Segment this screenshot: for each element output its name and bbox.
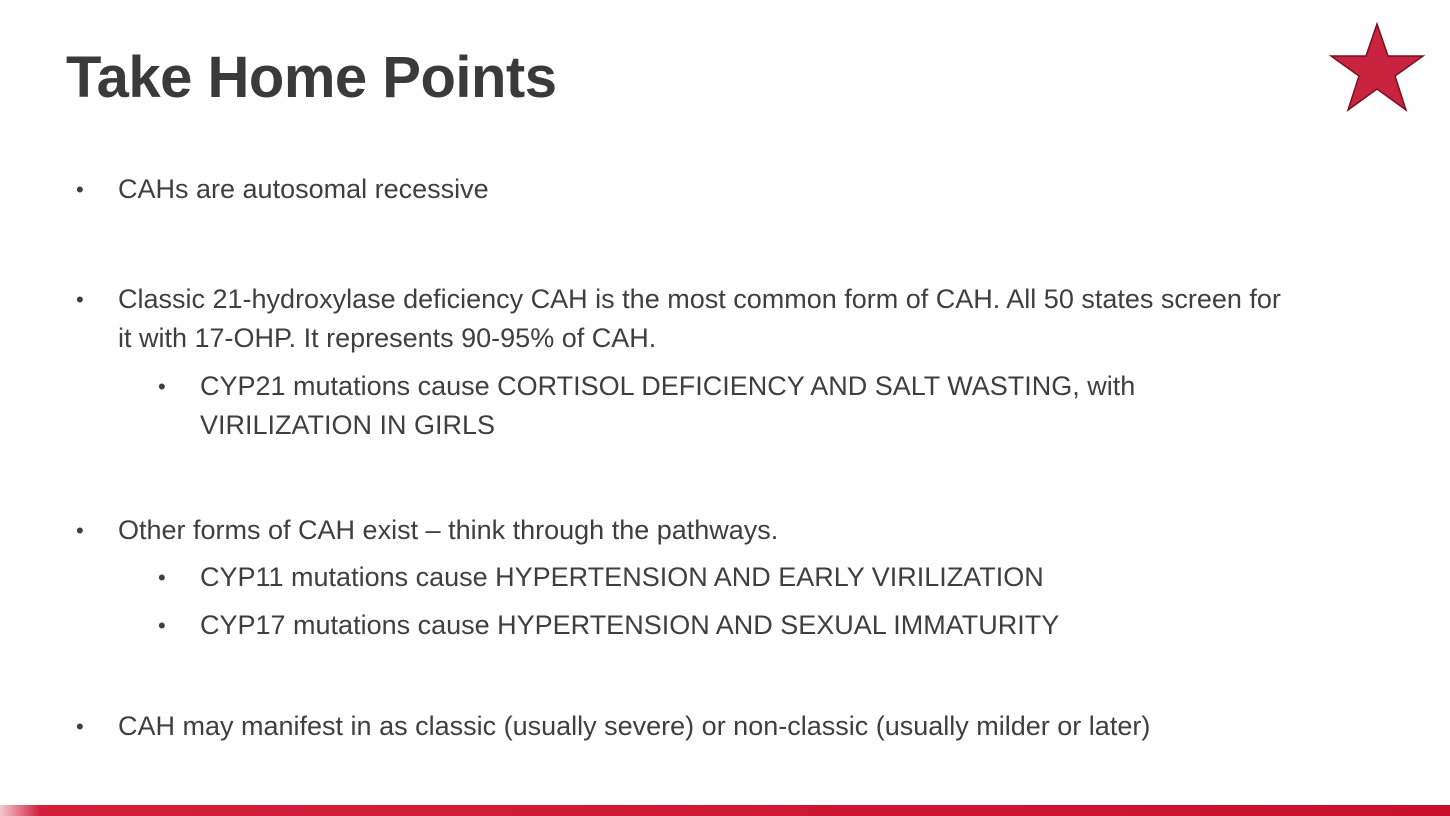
bullet-dot: •: [76, 518, 84, 543]
star-icon: [1329, 22, 1425, 114]
slide-title: Take Home Points: [66, 45, 557, 110]
bullet-item: [76, 511, 1298, 550]
sub-bullet-item: [158, 367, 1260, 445]
bullet-dot: •: [76, 177, 84, 202]
bullet-dot: •: [76, 714, 84, 739]
bullet-text: CYP11 mutations cause HYPERTENSION AND EARLY VIRILIZATION: [200, 562, 1044, 592]
bullet-text: CAHs are autosomal recessive: [118, 174, 489, 204]
bullet-text: CAH may manifest in as classic (usually severe) or non-classic (usually milder or later): [118, 711, 1151, 741]
sub-bullet-item: [158, 606, 1260, 645]
bullet-text: Classic 21-hydroxylase deficiency CAH is the most common form of CAH. All 50 states screen for it with 17-OHP. It represents 90-95% of CAH.: [118, 284, 1281, 353]
bullet-dot: •: [158, 613, 166, 638]
bullet-text: Other forms of CAH exist – think through the pathways.: [118, 515, 779, 545]
bullet-dot: •: [76, 287, 84, 312]
bullet-item: [76, 280, 1298, 358]
bullet-text: CYP21 mutations cause CORTISOL DEFICIENCY AND SALT WASTING, with VIRILIZATION IN GIRLS: [200, 371, 1136, 440]
footer-accent-bar: [0, 805, 1450, 816]
bullet-item: [76, 170, 1298, 209]
bullet-dot: •: [158, 565, 166, 590]
bullet-dot: •: [158, 374, 166, 399]
bullet-text: CYP17 mutations cause HYPERTENSION AND SEXUAL IMMATURITY: [200, 610, 1060, 640]
sub-bullet-item: [158, 558, 1260, 597]
bullet-item: [76, 707, 1298, 746]
